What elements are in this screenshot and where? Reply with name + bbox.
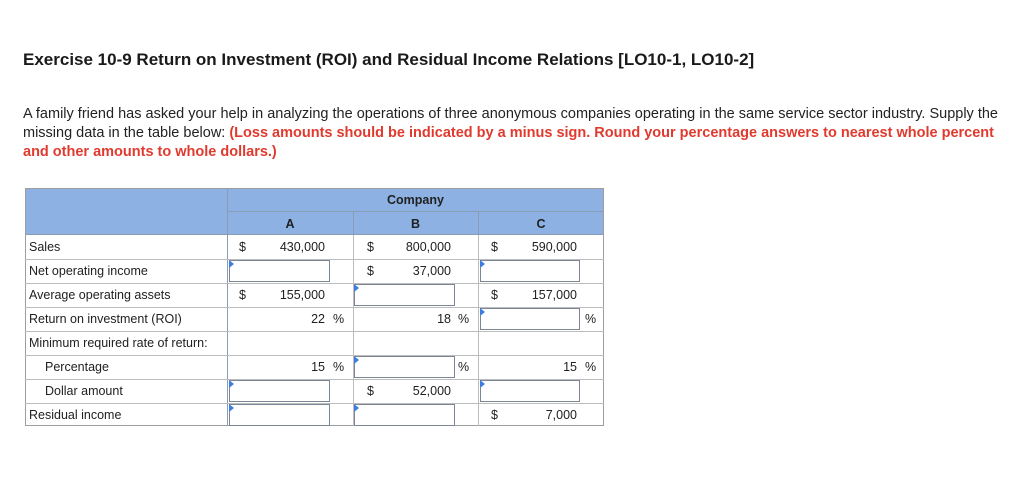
pct-a-value: 15 bbox=[311, 360, 325, 374]
row-label-dollar-amount: Dollar amount bbox=[45, 384, 123, 398]
company-group-header: Company bbox=[387, 193, 444, 207]
intro-text: A family friend has asked your help in analyzing the operations of three anonymous companies operating in the same service sector industry. Supply the missing data in the table below: bbox=[23, 106, 998, 141]
noi-c-input[interactable] bbox=[480, 260, 580, 282]
dollar-c-input[interactable] bbox=[480, 380, 580, 402]
dollar-a-input[interactable] bbox=[229, 380, 330, 402]
column-header-a: A bbox=[285, 217, 295, 231]
residual-b-input[interactable] bbox=[354, 404, 455, 426]
exercise-title: Exercise 10-9 Return on Investment (ROI) and Residual Income Relations [LO10-1, LO10-2] bbox=[23, 50, 755, 69]
sales-a-value: 430,000 bbox=[279, 240, 325, 254]
row-label-roi: Return on investment (ROI) bbox=[29, 312, 182, 326]
rounding-instruction: (Loss amounts should be indicated by a minus sign. Round your percentage answers to nearest whole percent and other amounts to whole dollars.) bbox=[23, 125, 994, 160]
row-label-percentage: Percentage bbox=[45, 360, 109, 374]
exercise-instructions bbox=[23, 105, 998, 162]
percent-sign: % bbox=[585, 312, 597, 326]
sales-c-value: 590,000 bbox=[531, 240, 577, 254]
dollar-sign: $ bbox=[491, 408, 498, 422]
row-label-sales: Sales bbox=[29, 240, 61, 254]
input-flag-icon bbox=[229, 380, 234, 388]
assets-b-input[interactable] bbox=[354, 284, 455, 306]
row-label-residual-income: Residual income bbox=[29, 408, 122, 422]
dollar-sign: $ bbox=[491, 288, 498, 302]
percent-sign: % bbox=[458, 360, 470, 374]
row-label-noi: Net operating income bbox=[29, 264, 148, 278]
percent-sign: % bbox=[585, 360, 597, 374]
dollar-sign: $ bbox=[239, 240, 246, 254]
input-flag-icon bbox=[480, 260, 485, 268]
column-header-c: C bbox=[536, 217, 546, 231]
percent-sign: % bbox=[458, 312, 470, 326]
input-flag-icon bbox=[354, 356, 359, 364]
input-flag-icon bbox=[354, 404, 359, 412]
roi-b-value: 18 bbox=[437, 312, 451, 326]
row-label-min-rate: Minimum required rate of return: bbox=[29, 336, 208, 350]
residual-a-input[interactable] bbox=[229, 404, 330, 426]
input-flag-icon bbox=[229, 260, 234, 268]
input-flag-icon bbox=[229, 404, 234, 412]
percent-sign: % bbox=[333, 360, 345, 374]
column-header-b: B bbox=[410, 217, 421, 231]
row-label-assets: Average operating assets bbox=[29, 288, 171, 302]
noi-a-input[interactable] bbox=[229, 260, 330, 282]
dollar-sign: $ bbox=[367, 384, 374, 398]
dollar-b-value: 52,000 bbox=[412, 384, 451, 398]
assets-c-value: 157,000 bbox=[531, 288, 577, 302]
data-table bbox=[25, 188, 604, 426]
residual-c-value: 7,000 bbox=[545, 408, 577, 422]
dollar-sign: $ bbox=[367, 240, 374, 254]
input-flag-icon bbox=[480, 308, 485, 316]
percent-sign: % bbox=[333, 312, 345, 326]
roi-c-input[interactable] bbox=[480, 308, 580, 330]
noi-b-value: 37,000 bbox=[412, 264, 451, 278]
pct-c-value: 15 bbox=[563, 360, 577, 374]
dollar-sign: $ bbox=[491, 240, 498, 254]
sales-b-value: 800,000 bbox=[405, 240, 451, 254]
roi-a-value: 22 bbox=[311, 312, 325, 326]
dollar-sign: $ bbox=[367, 264, 374, 278]
pct-b-input[interactable] bbox=[354, 356, 455, 378]
input-flag-icon bbox=[354, 284, 359, 292]
input-flag-icon bbox=[480, 380, 485, 388]
assets-a-value: 155,000 bbox=[279, 288, 325, 302]
dollar-sign: $ bbox=[239, 288, 246, 302]
